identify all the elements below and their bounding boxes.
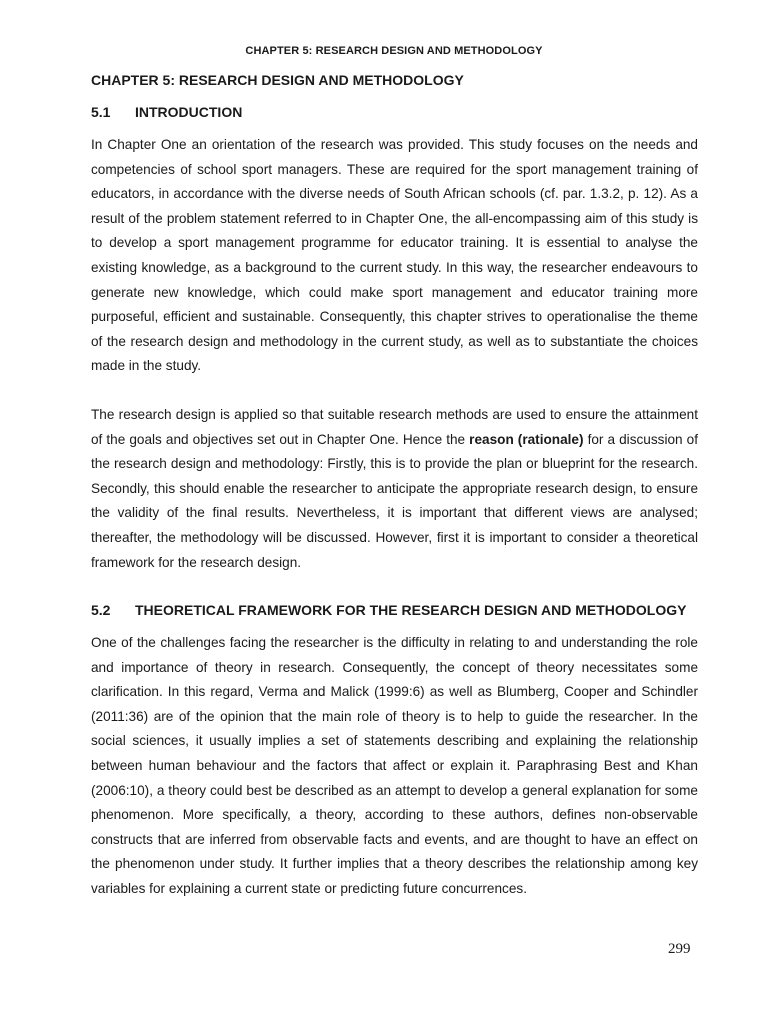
chapter-title: CHAPTER 5: RESEARCH DESIGN AND METHODOLOGY [91, 72, 464, 88]
running-header: CHAPTER 5: RESEARCH DESIGN AND METHODOLOGY [245, 45, 543, 57]
paragraph-introduction-2 [91, 403, 698, 575]
paragraph-text: The research design is applied so that suitable research methods are used to ensure the attainment of the goals and objectives set out in Chapter One. Hence the [91, 407, 698, 447]
section-title: THEORETICAL FRAMEWORK FOR THE RESEARCH DESIGN AND METHODOLOGY [135, 602, 687, 618]
section-heading-5-1 [91, 104, 242, 120]
paragraph-text: for a discussion of the research design and methodology: Firstly, this is to provide the plan or blueprint for the research. Secondly, this should enable the researcher to anticipate the appropriate research design, to ensure the validity of the final results. Nevertheless, it is important that different views are analysed; thereafter, the methodology will be discussed. However, first it is important to consider a theoretical framework for the research design. [91, 431, 698, 570]
bold-term: reason (rationale) [469, 431, 584, 447]
section-title: INTRODUCTION [135, 104, 243, 120]
section-number: 5.1 [91, 104, 111, 120]
section-heading-5-2 [91, 602, 686, 618]
page-number: 299 [668, 941, 691, 957]
paragraph-introduction-1: In Chapter One an orientation of the research was provided. This study focuses on the needs and competencies of school sport managers. These are required for the sport management training of educators, in accordance with the diverse needs of South African schools (cf. par. 1.3.2, p. 12). As a result of the problem statement referred to in Chapter One, the all-encompassing aim of this study is to develop a sport management programme for educator training. It is essential to analyse the existing knowledge, as a background to the current study. In this way, the researcher endeavours to generate new knowledge, which could make sport management and educator training more purposeful, efficient and sustainable. Consequently, this chapter strives to operationalise the theme of the research design and methodology in the current study, as well as to substantiate the choices made in the study. [91, 137, 698, 374]
paragraph-theoretical-framework: One of the challenges facing the researcher is the difficulty in relating to and understanding the role and importance of theory in research. Consequently, the concept of theory necessitates some clarification. In this regard, Verma and Malick (1999:6) as well as Blumberg, Cooper and Schindler (2011:36) are of the opinion that the main role of theory is to help to guide the researcher. In the social sciences, it usually implies a set of statements describing and explaining the relationship between human behaviour and the factors that affect or explain it. Paraphrasing Best and Khan (2006:10), a theory could best be described as an attempt to develop a general explanation for some phenomenon. More specifically, a theory, according to these authors, defines non-observable constructs that are inferred from observable facts and events, and are thought to have an effect on the phenomenon under study. It further implies that a theory describes the relationship among key variables for explaining a current state or predicting future concurrences. [91, 635, 698, 896]
section-number: 5.2 [91, 602, 111, 618]
